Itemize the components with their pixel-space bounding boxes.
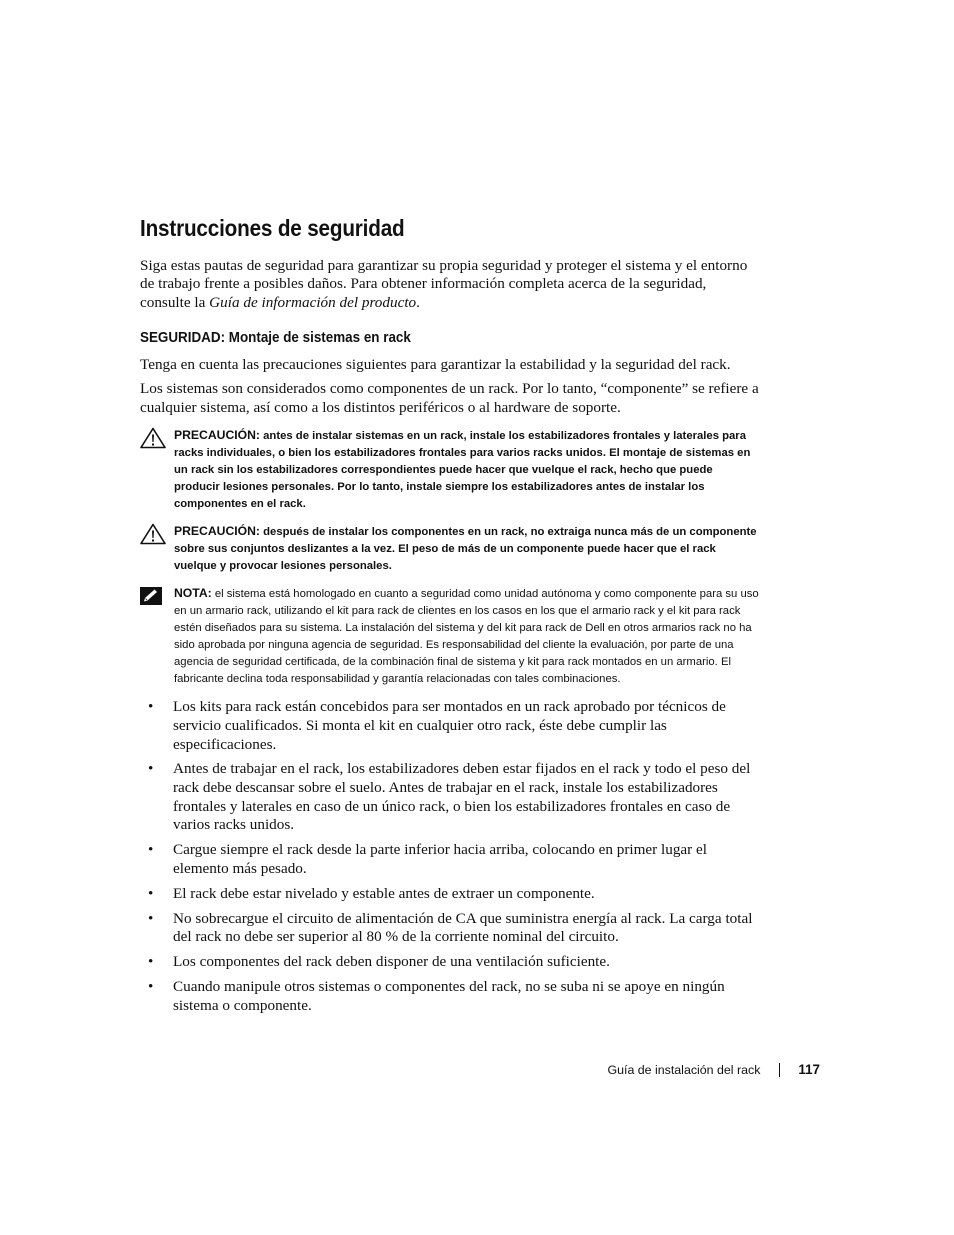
caution-notice-1 bbox=[140, 427, 760, 513]
bullet-dot: • bbox=[148, 841, 154, 859]
note-text bbox=[174, 585, 760, 688]
note-notice bbox=[140, 585, 760, 688]
page-number: 117 bbox=[798, 1062, 820, 1077]
list-item-text: Cargue siempre el rack desde la parte inferior hacia arriba, colocando en primer lugar el elemento más pesado. bbox=[173, 841, 707, 877]
footer-guide-title: Guía de instalación del rack bbox=[607, 1063, 761, 1077]
list-item-text: Los kits para rack están concebidos para ser montados en un rack aprobado por técnicos de servicio cualificados. Si monta el kit en cualquier otro rack, éste debe cumplir las especificaciones. bbox=[173, 698, 726, 753]
bullet-dot: • bbox=[148, 978, 154, 996]
list-item-text: Antes de trabajar en el rack, los estabilizadores deben estar fijados en el rack y todo el peso del rack debe descansar sobre el suelo. Antes de trabajar en el rack, instale los estabilizadores frontales y laterales en caso de un único rack, o bien los estabilizadores frontales en caso de varios racks unidos. bbox=[173, 760, 751, 834]
bullet-dot: • bbox=[148, 760, 154, 778]
list-item bbox=[140, 910, 760, 947]
list-item bbox=[140, 953, 760, 972]
caution-body: después de instalar los componentes en un rack, no extraiga nunca más de un componente sobre sus conjuntos deslizantes a la vez. El peso de más de un componente puede hacer que el rack vuelque y provocar lesiones personales. bbox=[174, 526, 757, 573]
note-body: el sistema está homologado en cuanto a seguridad como unidad autónoma y como componente para su uso en un armario rack, utilizando el kit para rack de clientes en los casos en los que el armario rack y el kit para rack estén diseñados para su sistema. La instalación del sistema y del kit para rack de Dell en otros armarios rack no ha sido aprobada por ninguna agencia de seguridad. Es responsabilidad del cliente la evaluación, por parte de una agencia de seguridad certificada, de la combinación final de sistema y kit para rack montados en un armario. El fabricante declina toda responsabilidad y garantía relacionadas con tales combinaciones. bbox=[174, 588, 759, 686]
bullet-dot: • bbox=[148, 884, 154, 902]
safety-guidelines-list bbox=[140, 698, 760, 1015]
list-item bbox=[140, 885, 760, 904]
caution-text-2 bbox=[174, 523, 760, 575]
caution-label: PRECAUCIÓN: bbox=[174, 524, 260, 539]
warning-triangle-icon bbox=[140, 523, 166, 545]
list-item-text: El rack debe estar nivelado y estable antes de extraer un componente. bbox=[173, 884, 595, 902]
list-item-text: Cuando manipule otros sistemas o componentes del rack, no se suba ni se apoye en ningún sistema o componente. bbox=[173, 978, 725, 1014]
footer-divider bbox=[779, 1063, 780, 1077]
list-item bbox=[140, 978, 760, 1015]
bullet-dot: • bbox=[148, 698, 154, 716]
list-item-text: Los componentes del rack deben disponer de una ventilación suficiente. bbox=[173, 953, 610, 971]
caution-body: antes de instalar sistemas en un rack, instale los estabilizadores frontales y laterales para racks individuales, o bien los estabilizadores frontales para varios racks unidos. El montaje de sistemas en un rack sin los estabilizadores correspondientes puede hacer que vuelque el rack, hecho que puede producir lesiones personales. Por lo tanto, instale siempre los estabilizadores antes de instalar los componentes en el rack. bbox=[174, 430, 751, 511]
page-title: Instrucciones de seguridad bbox=[140, 215, 405, 241]
note-pencil-icon bbox=[140, 587, 162, 605]
section-heading: SEGURIDAD: Montaje de sistemas en rack bbox=[140, 329, 411, 346]
warning-triangle-icon bbox=[140, 427, 166, 449]
page-content bbox=[140, 214, 760, 1022]
list-item-text: No sobrecargue el circuito de alimentación de CA que suministra energía al rack. La carga total del rack no debe ser superior al 80 % de la corriente nominal del circuito. bbox=[173, 909, 753, 946]
intro-text: Siga estas pautas de seguridad para garantizar su propia seguridad y proteger el sistema y el entorno de trabajo frente a posibles daños. Para obtener información completa acerca de la seguridad, consulte la bbox=[140, 256, 748, 311]
intro-paragraph bbox=[140, 257, 760, 313]
list-item bbox=[140, 841, 760, 878]
caution-notice-2 bbox=[140, 523, 760, 575]
components-paragraph: Los sistemas son considerados como componentes de un rack. Por lo tanto, “componente” se refiere a cualquier sistema, así como a los distintos periféricos o al hardware de soporte. bbox=[140, 380, 759, 416]
page-footer bbox=[607, 1061, 820, 1079]
precautions-paragraph: Tenga en cuenta las precauciones siguientes para garantizar la estabilidad y la seguridad del rack. bbox=[140, 355, 731, 373]
list-item bbox=[140, 760, 760, 834]
product-guide-reference: Guía de información del producto bbox=[209, 293, 417, 311]
bullet-dot: • bbox=[148, 953, 154, 971]
bullet-dot: • bbox=[148, 909, 154, 927]
note-label: NOTA: bbox=[174, 586, 212, 601]
intro-end: . bbox=[416, 293, 420, 311]
caution-text-1 bbox=[174, 427, 760, 513]
caution-label: PRECAUCIÓN: bbox=[174, 428, 260, 443]
list-item bbox=[140, 698, 760, 754]
